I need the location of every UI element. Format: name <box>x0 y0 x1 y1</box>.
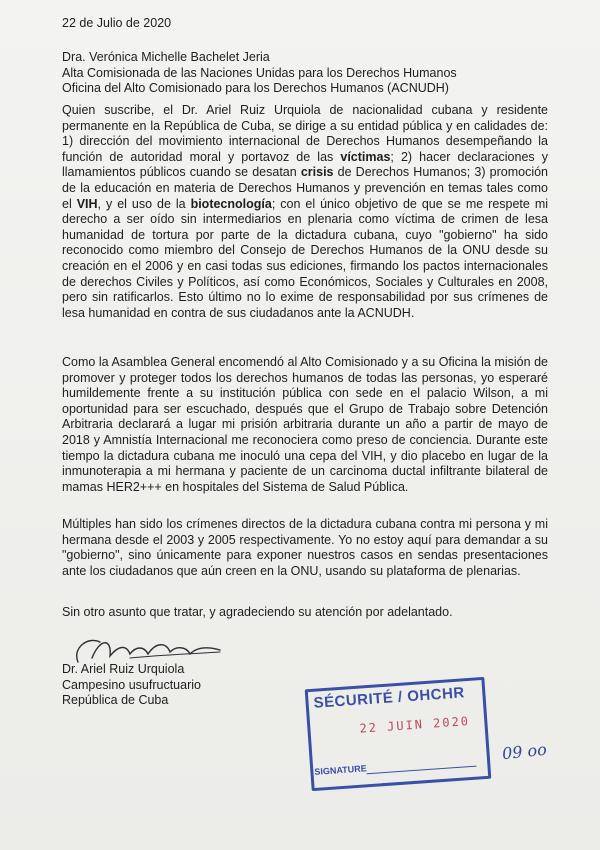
paragraph-intro-text: Quien suscribe, el Dr. Ariel Ruiz Urquiola de nacionalidad cubana y residente permanente en la República de Cuba, se dirige a su entidad pública y en calidades de: 1) dirección del movimiento internacional de Derechos Humanos desempeñando la función de autoridad moral y portavoz de las <box>62 103 548 164</box>
bold-vih: VIH <box>76 196 98 211</box>
addressee-office: Oficina del Alto Comisionado para los Derechos Humanos (ACNUDH) <box>62 81 449 95</box>
signer-role: Campesino usufructuario <box>62 677 201 692</box>
handwritten-time-note: 09 oo <box>501 739 548 764</box>
signer-country: República de Cuba <box>62 693 169 707</box>
paragraph-intro <box>62 103 548 321</box>
paragraph-intro-text: ; 2) hacer declaraciones y llamamientos públicos cuando se desatan <box>62 149 548 180</box>
stamp-title: SÉCURITÉ / OHCHR <box>313 684 466 712</box>
closing-line: Sin otro asunto que tratar, y agradeciendo su atención por adelantado. <box>62 605 453 619</box>
paragraph-intro-text: ; con el único objetivo de que se me respete mi derecho a ser oído sin intermediarios en plenaria como víctima de crimen de lesa humanidad de tortura por parte de la dictadura cubana, cuyo "gobierno" ha sido reconocido como miembro del Consejo de Derechos Humanos de la ONU desde su creación en el 2006 y en casi todas sus ediciones, firmando los pactos internacionales de derechos Civiles y Políticos, así como Económicos, Sociales y Culturales en 2008, pero sin ratificarlos. Esto último no lo exime de responsabilidad por sus crímenes de lesa humanidad en contra de sus ciudadanos ante la ACNUDH. <box>62 196 549 320</box>
bold-victimas: víctimas <box>340 149 391 164</box>
bold-crisis: crisis <box>300 165 334 180</box>
paragraph-mission: Como la Asamblea General encomendó al Alto Comisionado y a su Oficina la misión de promover y proteger todos los derechos humanos de todas las personas, yo esperaré humildemente frente a su institución pública con sede en el palacio Wilson, a mi oportunidad para ser escuchado, después que el Grupo de Trabajo sobre Detención Arbitraria declarará a lugar mi prisión arbitraria durante un año a partir de mayo de 2018 y Amnistía Internacional me reconociera como preso de conciencia. Durante este tiempo la dictadura cubana me inoculó una cepa del VIH, y dio placebo en lugar de la inmunoterapia a mi hermana y paciente de un carcinoma ductal infiltrante bilateral de mamas HER2+++ en hospitales del Sistema de Salud Pública. <box>62 355 548 494</box>
stamp-date: 22 JUIN 2020 <box>359 713 471 736</box>
signer-name: Dr. Ariel Ruiz Urquiola <box>62 662 185 676</box>
paragraph-intro-text: , y el uso de la <box>97 196 191 211</box>
addressee-block <box>62 50 457 97</box>
bold-biotecnologia: biotecnología <box>190 196 272 211</box>
reception-stamp <box>305 677 492 791</box>
addressee-title: Alta Comisionada de las Naciones Unidas para los Derechos Humanos <box>62 65 457 80</box>
addressee-name: Dra. Verónica Michelle Bachelet Jeria <box>62 50 270 64</box>
paragraph-intro-text: de Derechos Humanos; 3) promoción de la educación en materia de Derechos Humanos y prevención en temas tales como el <box>62 165 549 211</box>
signer-block <box>62 662 201 709</box>
paragraph-crimes: Múltiples han sido los crímenes directos de la dictadura cubana contra mi persona y mi hermana desde el 2003 y 2005 respectivamente. Yo no estoy aquí para demandar a su "gobierno", sino únicamente para exponer nuestros casos en sendas presentaciones ante los ciudadanos que aún creen en la ONU, usando su plataforma de plenarias. <box>62 517 548 578</box>
letter-date: 22 de Julio de 2020 <box>62 16 172 30</box>
stamp-signature-label: SIGNATURE <box>314 763 368 777</box>
